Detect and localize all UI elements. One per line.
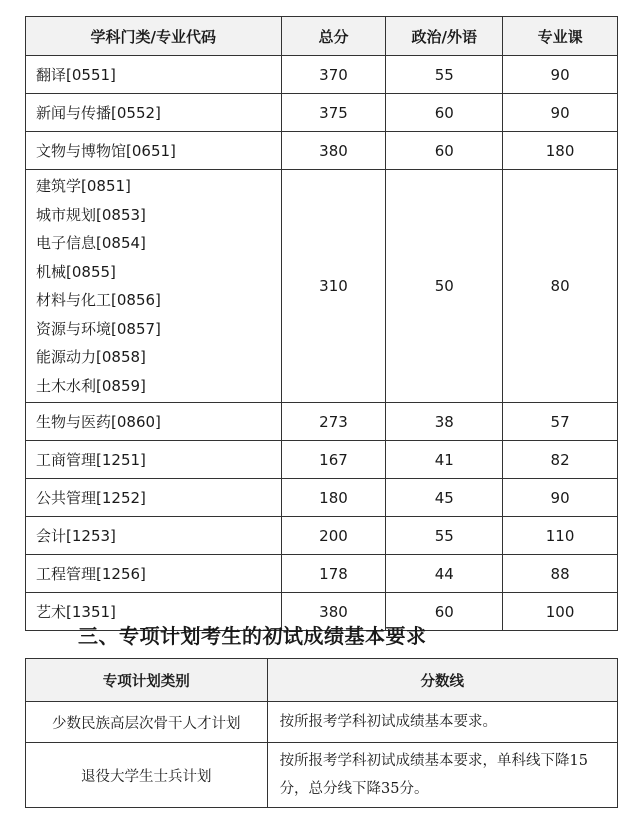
- row-total: 178: [281, 555, 386, 593]
- row-total: 200: [281, 517, 386, 555]
- row-politics: 60: [386, 593, 503, 631]
- plan-score-line: 按所报考学科初试成绩基本要求。: [267, 702, 617, 743]
- table-row: [26, 56, 618, 94]
- header-discipline: 学科门类/专业代码: [26, 17, 282, 56]
- row-total: 180: [281, 479, 386, 517]
- row-politics: 44: [386, 555, 503, 593]
- row-politics: 41: [386, 441, 503, 479]
- row-major: 90: [503, 479, 618, 517]
- group-item: 土木水利[0859]: [36, 376, 146, 395]
- row-total: 370: [281, 56, 386, 94]
- header-politics-language: 政治/外语: [386, 17, 503, 56]
- group-item: 能源动力[0858]: [36, 348, 146, 366]
- group-item: 材料与化工[0856]: [36, 291, 161, 309]
- group-major: 80: [503, 170, 618, 403]
- row-politics: 45: [386, 479, 503, 517]
- row-politics: 60: [386, 94, 503, 132]
- row-politics: 55: [386, 517, 503, 555]
- table-row: [26, 403, 618, 441]
- table-row: [26, 555, 618, 593]
- row-major: 180: [503, 132, 618, 170]
- row-politics: 38: [386, 403, 503, 441]
- group-item: 城市规划[0853]: [36, 205, 146, 224]
- section-heading: 三、专项计划考生的初试成绩基本要求: [78, 624, 427, 648]
- table-row: [26, 702, 618, 743]
- header-score-line: 分数线: [267, 659, 617, 702]
- row-major: 82: [503, 441, 618, 479]
- row-major: 57: [503, 403, 618, 441]
- row-discipline: 新闻与传播[0552]: [26, 94, 282, 132]
- row-total: 167: [281, 441, 386, 479]
- header-plan-category: 专项计划类别: [26, 659, 268, 702]
- score-table: [25, 16, 618, 631]
- row-major: 90: [503, 56, 618, 94]
- table-row: [26, 479, 618, 517]
- table-header-row: [26, 659, 618, 702]
- row-total: 375: [281, 94, 386, 132]
- group-item: 电子信息[0854]: [36, 234, 146, 252]
- table-row: [26, 517, 618, 555]
- row-discipline: 公共管理[1252]: [26, 479, 282, 517]
- table-header-row: [26, 17, 618, 56]
- group-item: 建筑学[0851]: [36, 177, 131, 195]
- row-discipline: 生物与医药[0860]: [26, 403, 282, 441]
- row-discipline: 工程管理[1256]: [26, 555, 282, 593]
- plan-category: 退役大学生士兵计划: [26, 743, 268, 808]
- row-politics: 60: [386, 132, 503, 170]
- row-total: 380: [281, 132, 386, 170]
- row-discipline: 工商管理[1251]: [26, 441, 282, 479]
- group-total: 310: [281, 170, 386, 403]
- row-discipline: 会计[1253]: [26, 517, 282, 555]
- row-major: 90: [503, 94, 618, 132]
- table-row-group: [26, 170, 618, 403]
- group-item: 机械[0855]: [36, 262, 116, 281]
- table-row: [26, 94, 618, 132]
- plan-score-line: 按所报考学科初试成绩基本要求，单科线下降15分，总分线下降35分。: [267, 743, 617, 808]
- row-major: 88: [503, 555, 618, 593]
- header-major: 专业课: [503, 17, 618, 56]
- row-politics: 55: [386, 56, 503, 94]
- row-discipline: 艺术[1351]: [26, 593, 282, 631]
- row-discipline: 文物与博物馆[0651]: [26, 132, 282, 170]
- row-total: 273: [281, 403, 386, 441]
- group-item: 资源与环境[0857]: [36, 319, 161, 338]
- special-plan-table: [25, 658, 618, 808]
- row-total: 380: [281, 593, 386, 631]
- group-discipline-list: [26, 170, 282, 403]
- row-discipline: 翻译[0551]: [26, 56, 282, 94]
- row-major: 110: [503, 517, 618, 555]
- table-row: [26, 132, 618, 170]
- header-total: 总分: [281, 17, 386, 56]
- plan-category: 少数民族高层次骨干人才计划: [26, 702, 268, 743]
- group-politics: 50: [386, 170, 503, 403]
- table-row: [26, 441, 618, 479]
- row-major: 100: [503, 593, 618, 631]
- table-row: [26, 743, 618, 808]
